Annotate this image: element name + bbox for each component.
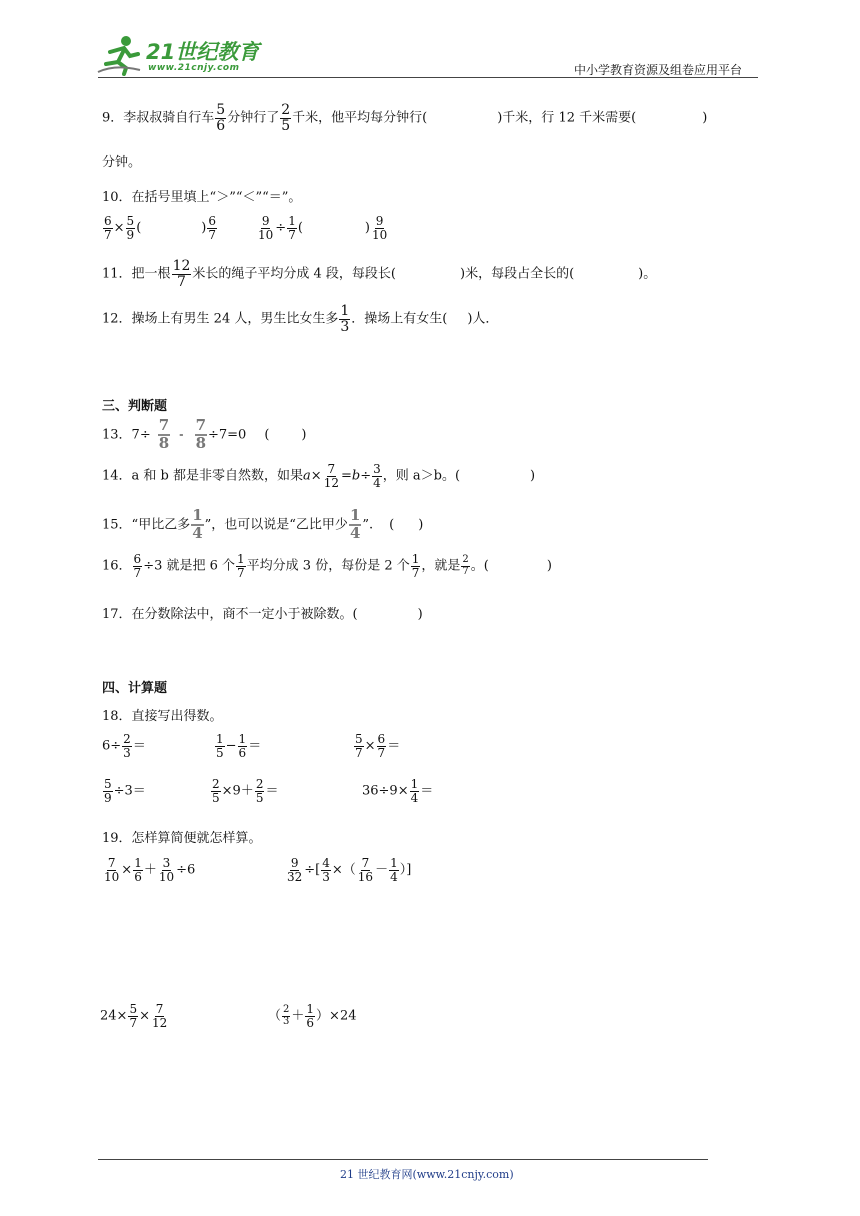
question-9: 9．李叔叔骑自行车 $\frac{5}{6}$ 分钟行了 $\frac{2}{5}$ 千米，他平均每分钟行( )千米，行 12 千米需要( ) <box>102 102 708 134</box>
q18-expr-a3: $\frac{5}{7}$ × $\frac{6}{7}$ ＝ <box>355 732 401 760</box>
footer-text: 21 世纪教育网(www.21cnjy.com) <box>340 1168 514 1181</box>
footer-divider <box>98 1159 708 1160</box>
q19-expr-c2: $\frac{9}{32}$ ÷[ $\frac{4}{3}$ ×（ $\frac{7}{16}$ － $\frac{1}{4}$ ）] <box>287 856 412 884</box>
section-4-title: 四、计算题 <box>102 681 168 696</box>
question-12: 12．操场上有男生 24 人，男生比女生多 $\frac{1}{3}$ ．操场上有女生( )人． <box>102 303 499 335</box>
question-17: 17．在分数除法中，商不一定小于被除数。( ) <box>102 607 423 622</box>
q19-expr-d2: （ $\frac{2}{3}$ ＋ $\frac{1}{6}$ ）×24 <box>268 1002 357 1030</box>
question-10: 10．在括号里填上“＞”“＜”“＝”。 <box>102 190 302 205</box>
q18-expr-b3: 36÷9× $\frac{1}{4}$ ＝ <box>362 777 434 805</box>
q19-expr-c1: $\frac{7}{10}$ × $\frac{1}{6}$ ＋ $\frac{3}{10}$ ÷6 <box>104 856 196 884</box>
q18-expr-a2: $\frac{1}{5}$ − $\frac{1}{6}$ ＝ <box>216 732 262 760</box>
question-10-expr-2: $\frac{9}{10}$ ÷ $\frac{1}{7}$ ( ) $\frac{9}{10}$ <box>258 214 388 242</box>
q18-expr-b1: $\frac{5}{9}$ ÷3＝ <box>104 777 146 805</box>
header-right-text: 中小学教育资源及组卷应用平台 <box>574 63 743 77</box>
section-3-title: 三、判断题 <box>102 399 168 414</box>
question-9-cont: 分钟。 <box>102 155 142 170</box>
q18-expr-b2: $\frac{2}{5}$ ×9＋ $\frac{2}{5}$ ＝ <box>212 777 279 805</box>
question-16: 16． $\frac{6}{7}$ ÷3 就是把 6 个 $\frac{1}{7}$ 平均分成 3 份，每份是 2 个 $\frac{1}{7}$ ，就是 $\frac{2}{7}$ 。( ) <box>102 552 552 580</box>
q19-expr-d1: 24× $\frac{5}{7}$ × $\frac{7}{12}$ <box>100 1002 168 1030</box>
logo-url: www.21cnjy.com <box>148 63 240 73</box>
header-logo <box>96 34 266 78</box>
question-11: 11．把一根 $\frac{12}{7}$ 米长的绳子平均分成 4 段，每段长( )米，每段占全长的( )。 <box>102 258 657 290</box>
question-19: 19．怎样算简便就怎样算。 <box>102 831 262 846</box>
header-divider <box>98 77 758 78</box>
question-10-expr-1: $\frac{6}{7}$ × $\frac{5}{9}$ ( ) $\frac{6}{7}$ <box>104 214 216 242</box>
logo-text: 21世纪教育 <box>146 40 260 64</box>
question-15: 15．“甲比乙多 $\frac{1}{4}$ ”，也可以说是“乙比甲少 $\frac{1}{4}$ ”. ( ) <box>102 506 424 542</box>
question-18: 18．直接写出得数。 <box>102 709 223 724</box>
runner-logo-icon <box>96 34 142 76</box>
question-14: 14．a 和 b 都是非零自然数，如果a× $\frac{7}{12}$ =b÷ $\frac{3}{4}$ ，则 a＞b。( ) <box>102 462 536 490</box>
q18-expr-a1: 6÷ $\frac{2}{3}$ ＝ <box>102 732 146 760</box>
question-13: 13．7÷ $\frac{7}{8}$ - $\frac{7}{8}$ ÷7=0 ( ) <box>102 416 307 452</box>
